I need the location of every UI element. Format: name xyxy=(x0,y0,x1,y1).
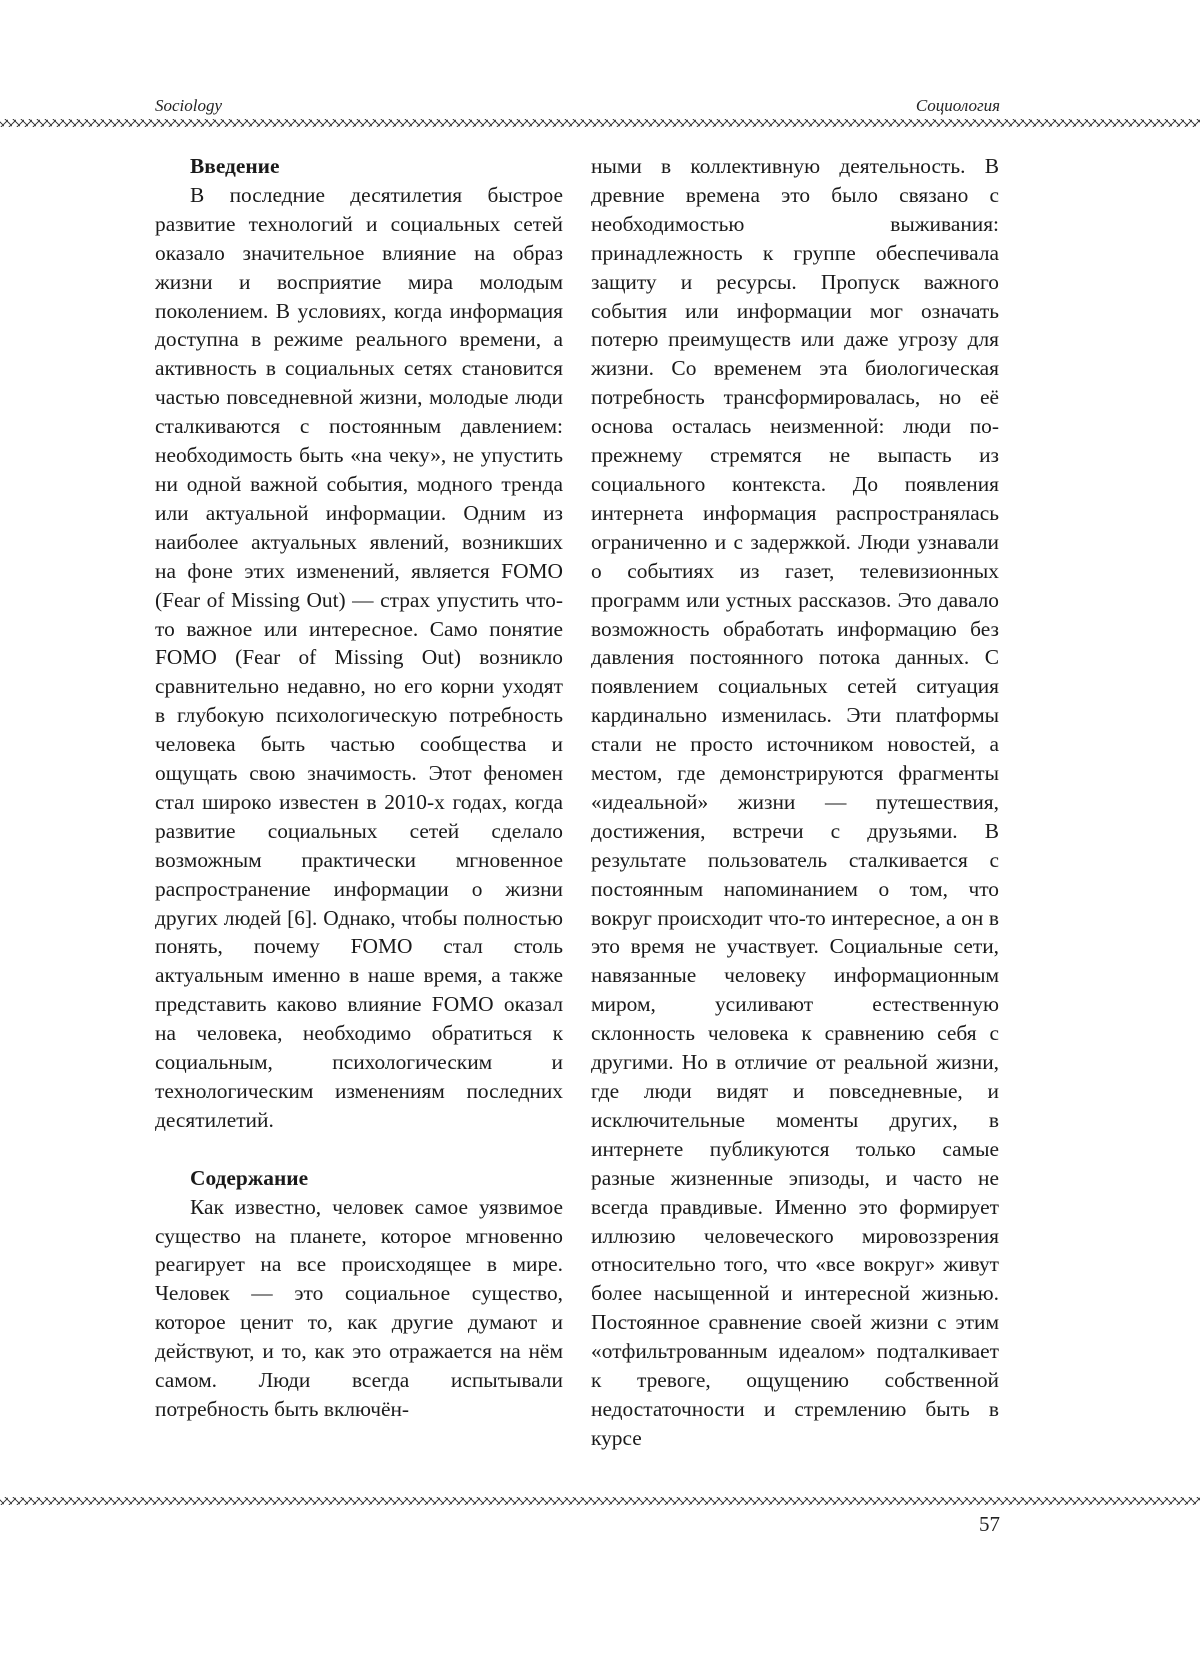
top-ornament-rule xyxy=(0,119,1200,129)
content-paragraph-start: Как известно, человек самое уязвимое существо на планете, которое мгновенно реагирует на все происходящее в мире. Человек — это социальное существо, которое ценит то, как другие думают и действуют, и то, как это отражается на нём самом. Люди всегда испытывали потребность быть включён- xyxy=(155,1194,563,1421)
intro-paragraph: В последние десятилетия быстрое развитие технологий и социальных сетей оказало значительное влияние на образ жизни и восприятие мира молодым поколением. В условиях, когда информация доступна в режиме реального времени, а активность в социальных сетях становится частью повседневной жизни, молодые люди сталкиваются с постоянным давлением: необходимость быть «на чеку», не упустить ни одной важной события, модного тренда или актуальной информации. Одним из наиболее актуальных явлений, возникших на фоне этих изменений, является FOMO (Fear of Missing Out) — страх упустить что-то важное или интересное. Само понятие FOMO (Fear of Missing Out) возникло сравнительно недавно, но его корни уходят в глубокую психологическую потребность человека быть частью сообщества и ощущать свою значимость. Этот феномен стал широко известен в 2010-х годах, когда развитие социальных сетей сделало возможным практически мгновенное распространение информации о жизни других людей [6]. Однако, чтобы полностью понять, почему FOMO стал столь актуальным именно в наше время, а также представить каково влияние FOMO оказал на человека, необходимо обратиться к социальным, психологическим и технологическим изменениям последних десятилетий. xyxy=(155,182,563,1132)
bottom-ornament-rule xyxy=(0,1497,1200,1507)
page-number: 57 xyxy=(979,1512,1000,1536)
content-paragraph-continued: ными в коллективную деятельность. В древние времена это было связано с необходимостью выживания: принадлежность к группе обеспечивала защиту и ресурсы. Пропуск важного события или информации мог означать потерю преимуществ или даже угрозу для жизни. Со временем эта биологическая потребность трансформировалась, но её основа осталась неизменной: люди по-прежнему стремятся не выпасть из социального контекста. До появления интернета информация распространялась ограниченно и с задержкой. Люди узнавали о событиях из газет, телевизионных программ или устных рассказов. Это давало возможность обработать информацию без давления постоянного потока данных. С появлением социальных сетей ситуация кардинально изменилась. Эти платформы стали не просто источником новостей, а местом, где демонстрируются фрагменты «идеальной» жизни — путешествия, достижения, встречи с друзьями. В результате пользователь сталкивается с постоянным напоминанием о том, что вокруг происходит что-то интересное, а он в это время не участвует. Социальные сети, навязанные человеку информационным миром, усиливают естественную склонность человека к сравнению себя с другими. Но в отличие от реальной жизни, где люди видят и повседневные, и исключительные моменты других, в интернете публикуются только самые разные жизненные эпизоды, и часто не всегда правдивые. Именно это формирует иллюзию человеческого мировоззрения относительно того, что «все вокруг» живут более насыщенной и интересной жизнью. Постоянное сравнение своей жизни с этим «отфильтрованным идеалом» подталкивает к тревоге, ощущению собственной недостаточности и стремлению быть в курсе xyxy=(591,154,999,1450)
content-heading: Содержание xyxy=(190,1165,309,1190)
header-journal-section-en: Sociology xyxy=(155,96,223,115)
header-journal-section-ru: Социология xyxy=(915,96,1000,115)
left-column xyxy=(155,152,563,1424)
intro-heading: Введение xyxy=(190,154,280,178)
right-column xyxy=(591,152,999,1453)
section-gap xyxy=(155,1135,563,1164)
